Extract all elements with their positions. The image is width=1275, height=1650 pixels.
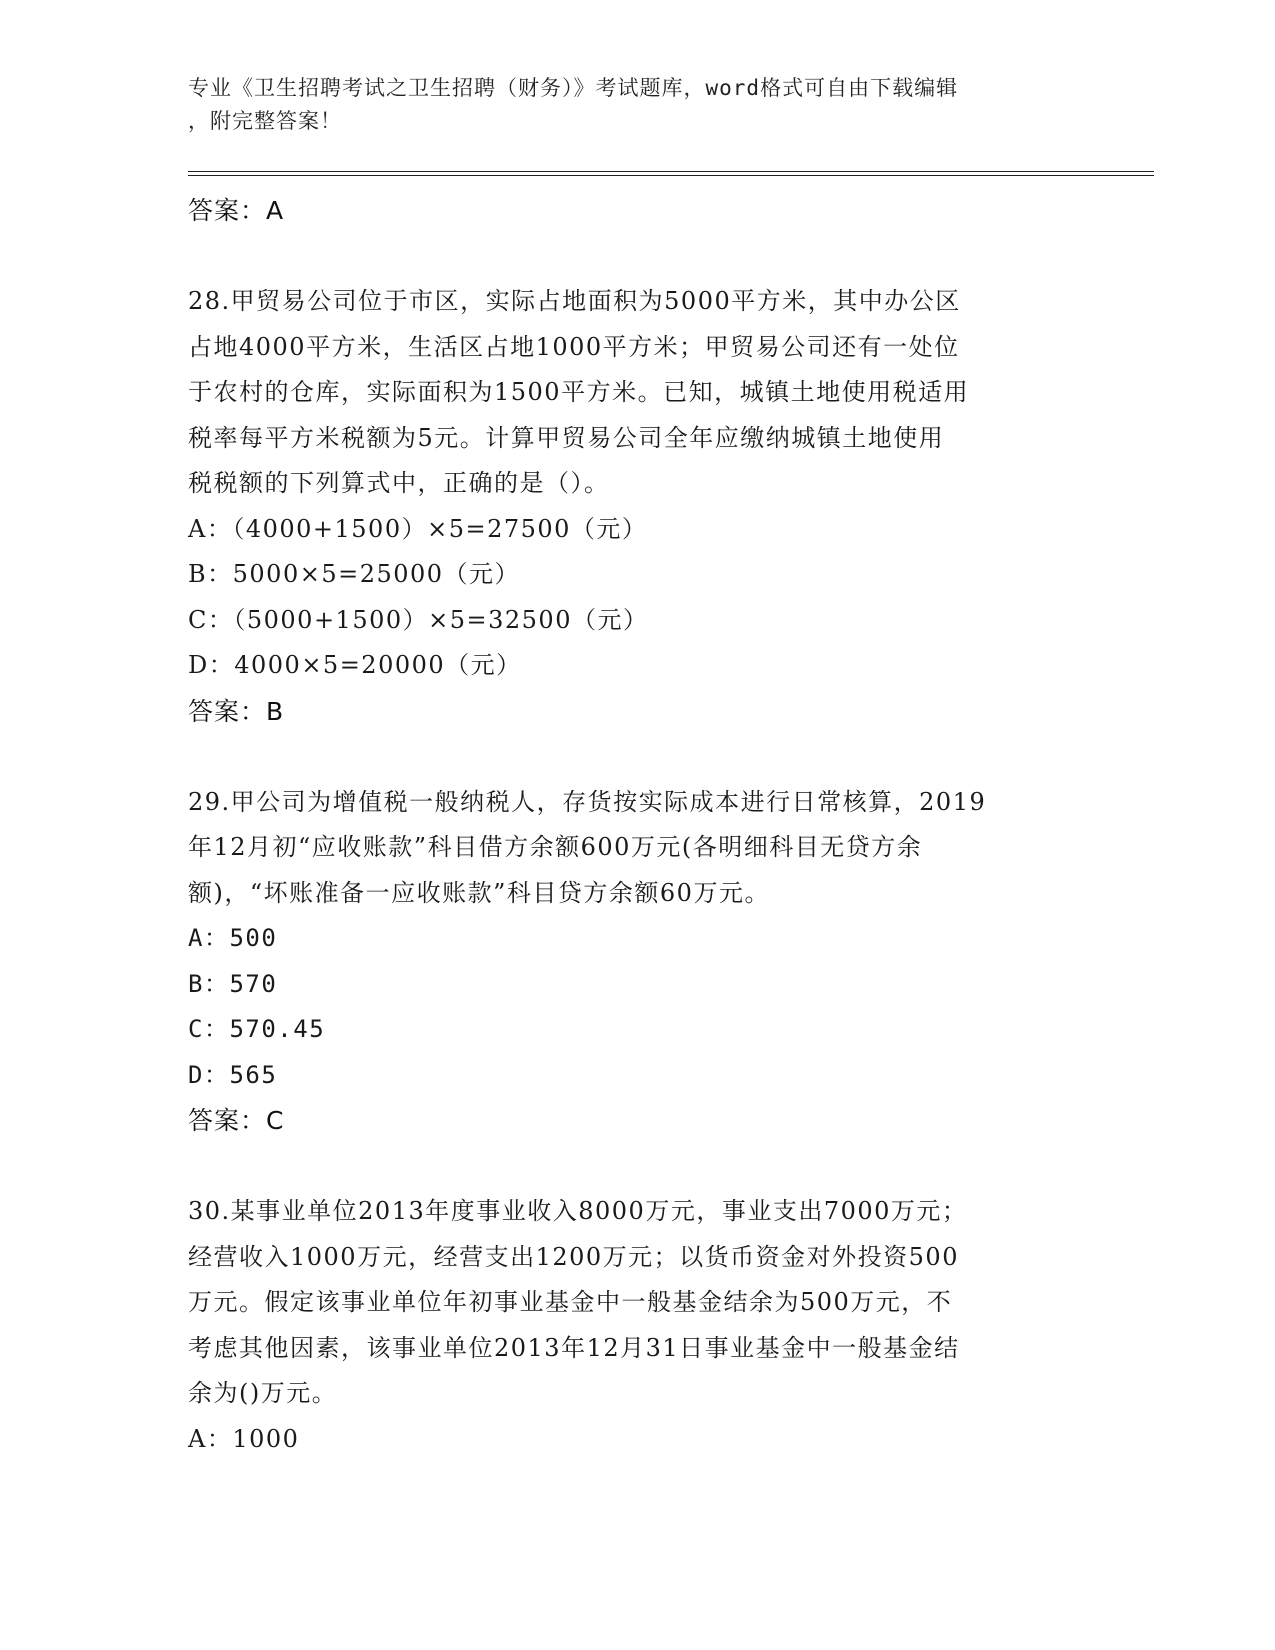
question-30 — [188, 1189, 1088, 1462]
question-28-text-line: 于农村的仓库，实际面积为1500平方米。已知，城镇土地使用税适用 — [188, 378, 970, 406]
header-line-2: ，附完整答案！ — [188, 109, 342, 133]
question-30-text-line: 余为()万元。 — [188, 1379, 338, 1407]
header-divider-top — [188, 171, 1154, 172]
answer-28: 答案：B — [188, 696, 285, 726]
question-29-text-line: 29.甲公司为增值税一般纳税人，存货按实际成本进行日常核算，2019 — [188, 787, 987, 816]
question-28-text-line: 28.甲贸易公司位于市区，实际占地面积为5000平方米，其中办公区 — [188, 287, 961, 315]
question-30-text-line: 考虑其他因素，该事业单位2013年12月31日事业基金中一般基金结 — [188, 1333, 960, 1362]
answer-27: 答案：A — [188, 196, 285, 225]
question-28-option-a: A：（4000+1500）×5=27500（元） — [188, 514, 648, 543]
question-30-option-a: A：1000 — [188, 1424, 300, 1453]
question-28-text-line: 税税额的下列算式中，正确的是（）。 — [188, 469, 610, 497]
document-header — [188, 72, 1068, 138]
question-28-option-b: B：5000×5=25000（元） — [188, 560, 521, 588]
question-28-text-line: 税率每平方米税额为5元。计算甲贸易公司全年应缴纳城镇土地使用 — [188, 423, 945, 452]
question-29 — [188, 780, 1088, 1144]
question-28 — [188, 279, 1088, 734]
question-28-option-c: C：（5000+1500）×5=32500（元） — [188, 605, 649, 634]
question-30-text-line: 30.某事业单位2013年度事业收入8000万元，事业支出7000万元； — [188, 1197, 968, 1225]
question-30-text-line: 经营收入1000万元，经营支出1200万元；以货币资金对外投资500 — [188, 1242, 959, 1271]
header-divider-bottom — [188, 175, 1154, 176]
spacer — [188, 1144, 1088, 1190]
question-29-text-line: 年12月初“应收账款”科目借方余额600万元(各明细科目无贷方余 — [188, 833, 923, 861]
question-29-option-d: D：565 — [188, 1060, 278, 1089]
question-29-option-b: B：570 — [188, 969, 278, 998]
document-body — [188, 188, 1088, 1462]
question-29-option-a: A：500 — [188, 924, 278, 952]
spacer — [188, 734, 1088, 780]
question-29-text-line: 额)，“坏账准备一应收账款”科目贷方余额60万元。 — [188, 878, 770, 907]
question-29-option-c: C：570.45 — [188, 1015, 326, 1043]
spacer — [188, 234, 1088, 280]
answer-29: 答案：C — [188, 1106, 285, 1135]
question-28-text-line: 占地4000平方米，生活区占地1000平方米；甲贸易公司还有一处位 — [188, 332, 960, 361]
question-30-text-line: 万元。假定该事业单位年初事业基金中一般基金结余为500万元，不 — [188, 1288, 953, 1316]
question-28-option-d: D：4000×5=20000（元） — [188, 651, 522, 679]
header-line-1: 专业《卫生招聘考试之卫生招聘（财务）》考试题库，word格式可自由下载编辑 — [188, 76, 959, 100]
